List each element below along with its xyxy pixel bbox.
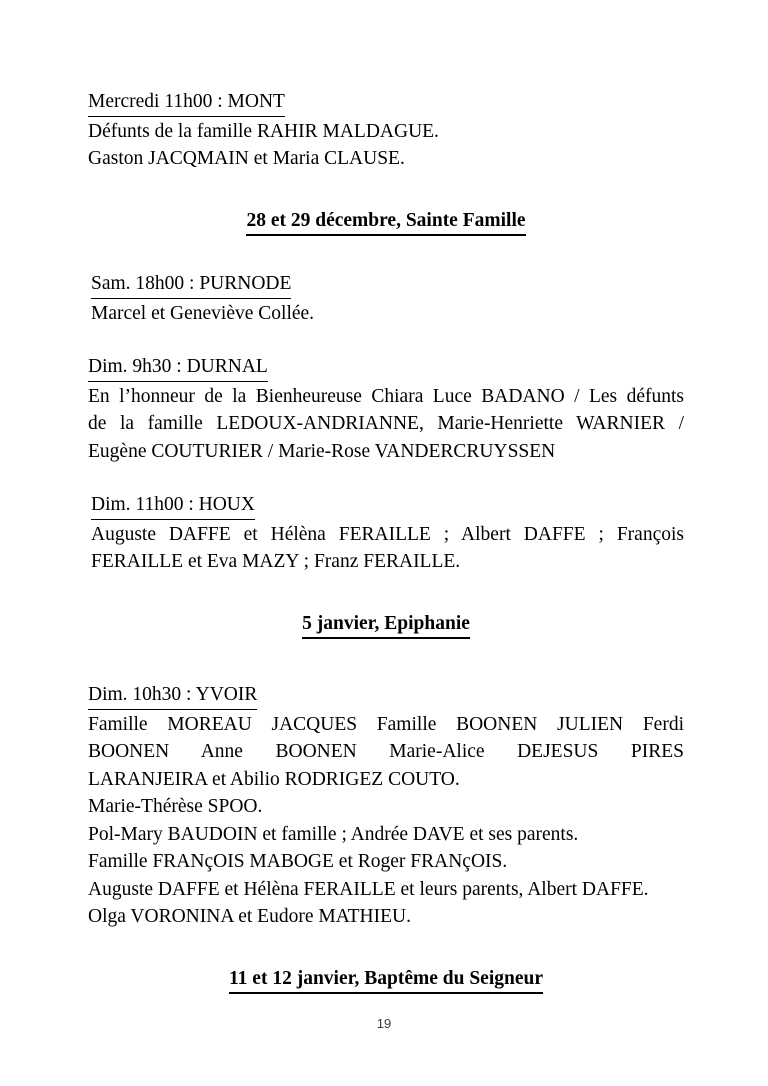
season-heading-text: 28 et 29 décembre, Sainte Famille bbox=[246, 207, 525, 237]
mass-heading-wrap-durnal bbox=[88, 353, 684, 383]
mass-intention-line: Olga VORONINA et Eudore MATHIEU. bbox=[88, 906, 411, 927]
spacer bbox=[88, 173, 684, 207]
mass-intention-line: Famille FRANçOIS MABOGE et Roger FRANçOIS. bbox=[88, 851, 508, 872]
mass-intention-line: Marie-Thérèse SPOO. bbox=[88, 796, 263, 817]
mass-block-houx bbox=[88, 491, 684, 576]
season-heading-text: 11 et 12 janvier, Baptême du Seigneur bbox=[229, 965, 543, 995]
mass-intention-line: Marcel et Geneviève Collée. bbox=[91, 302, 315, 324]
mass-block-purnode bbox=[88, 270, 684, 327]
mass-block-yvoir bbox=[88, 681, 684, 931]
spacer bbox=[88, 931, 684, 965]
season-heading-sainte-famille bbox=[88, 207, 684, 237]
mass-intention-line: Défunts de la famille RAHIR MALDAGUE. bbox=[88, 120, 439, 142]
mass-heading-durnal: Dim. 9h30 : DURNAL bbox=[88, 353, 268, 382]
mass-intention-line: Eugène COUTURIER / Marie-Rose VANDERCRUYSSEN bbox=[88, 440, 556, 462]
spacer bbox=[88, 465, 684, 491]
page-content bbox=[88, 88, 684, 994]
mass-heading-wrap-yvoir bbox=[88, 681, 684, 711]
mass-intention-line: Pol-Mary BAUDOIN et famille ; Andrée DAVE et ses parents. bbox=[88, 823, 579, 845]
mass-heading-yvoir: Dim. 10h30 : YVOIR bbox=[88, 681, 257, 710]
mass-heading-wrap-houx bbox=[91, 491, 684, 521]
season-heading-bapteme bbox=[88, 965, 684, 995]
spacer bbox=[88, 236, 684, 270]
mass-heading-wrap-mont bbox=[88, 88, 684, 118]
mass-intention-line: En l’honneur de la Bienheureuse Chiara Luce BADANO / Les défunts bbox=[88, 385, 684, 407]
mass-intention-line: Auguste DAFFE et Hélèna FERAILLE ; Albert DAFFE ; François bbox=[91, 523, 684, 545]
mass-heading-mont: Mercredi 11h00 : MONT bbox=[88, 88, 285, 117]
mass-intention-line: Famille MOREAU JACQUES Famille BOONEN JULIEN Ferdi bbox=[88, 713, 684, 735]
mass-heading-wrap-purnode bbox=[91, 270, 684, 300]
mass-intention-line: Auguste DAFFE et Hélèna FERAILLE et leurs parents, Albert DAFFE. bbox=[88, 878, 649, 900]
mass-intention-line: FERAILLE et Eva MAZY ; Franz FERAILLE. bbox=[91, 551, 461, 572]
mass-block-mont bbox=[88, 88, 684, 173]
mass-intention-line: BOONEN Anne BOONEN Marie-Alice DEJESUS PIRES bbox=[88, 741, 684, 762]
mass-intention-line: de la famille LEDOUX-ANDRIANNE, Marie-Henriette WARNIER / bbox=[88, 413, 684, 434]
mass-block-durnal bbox=[88, 353, 684, 465]
mass-heading-purnode: Sam. 18h00 : PURNODE bbox=[91, 270, 291, 299]
spacer bbox=[88, 327, 684, 353]
spacer bbox=[88, 576, 684, 610]
season-heading-epiphanie bbox=[88, 610, 684, 640]
spacer bbox=[88, 639, 684, 681]
season-heading-text: 5 janvier, Epiphanie bbox=[302, 610, 470, 640]
page-number: 19 bbox=[376, 1016, 392, 1031]
mass-intention-line: LARANJEIRA et Abilio RODRIGEZ COUTO. bbox=[88, 768, 460, 790]
mass-intention-line: Gaston JACQMAIN et Maria CLAUSE. bbox=[88, 148, 405, 169]
mass-heading-houx: Dim. 11h00 : HOUX bbox=[91, 491, 255, 520]
